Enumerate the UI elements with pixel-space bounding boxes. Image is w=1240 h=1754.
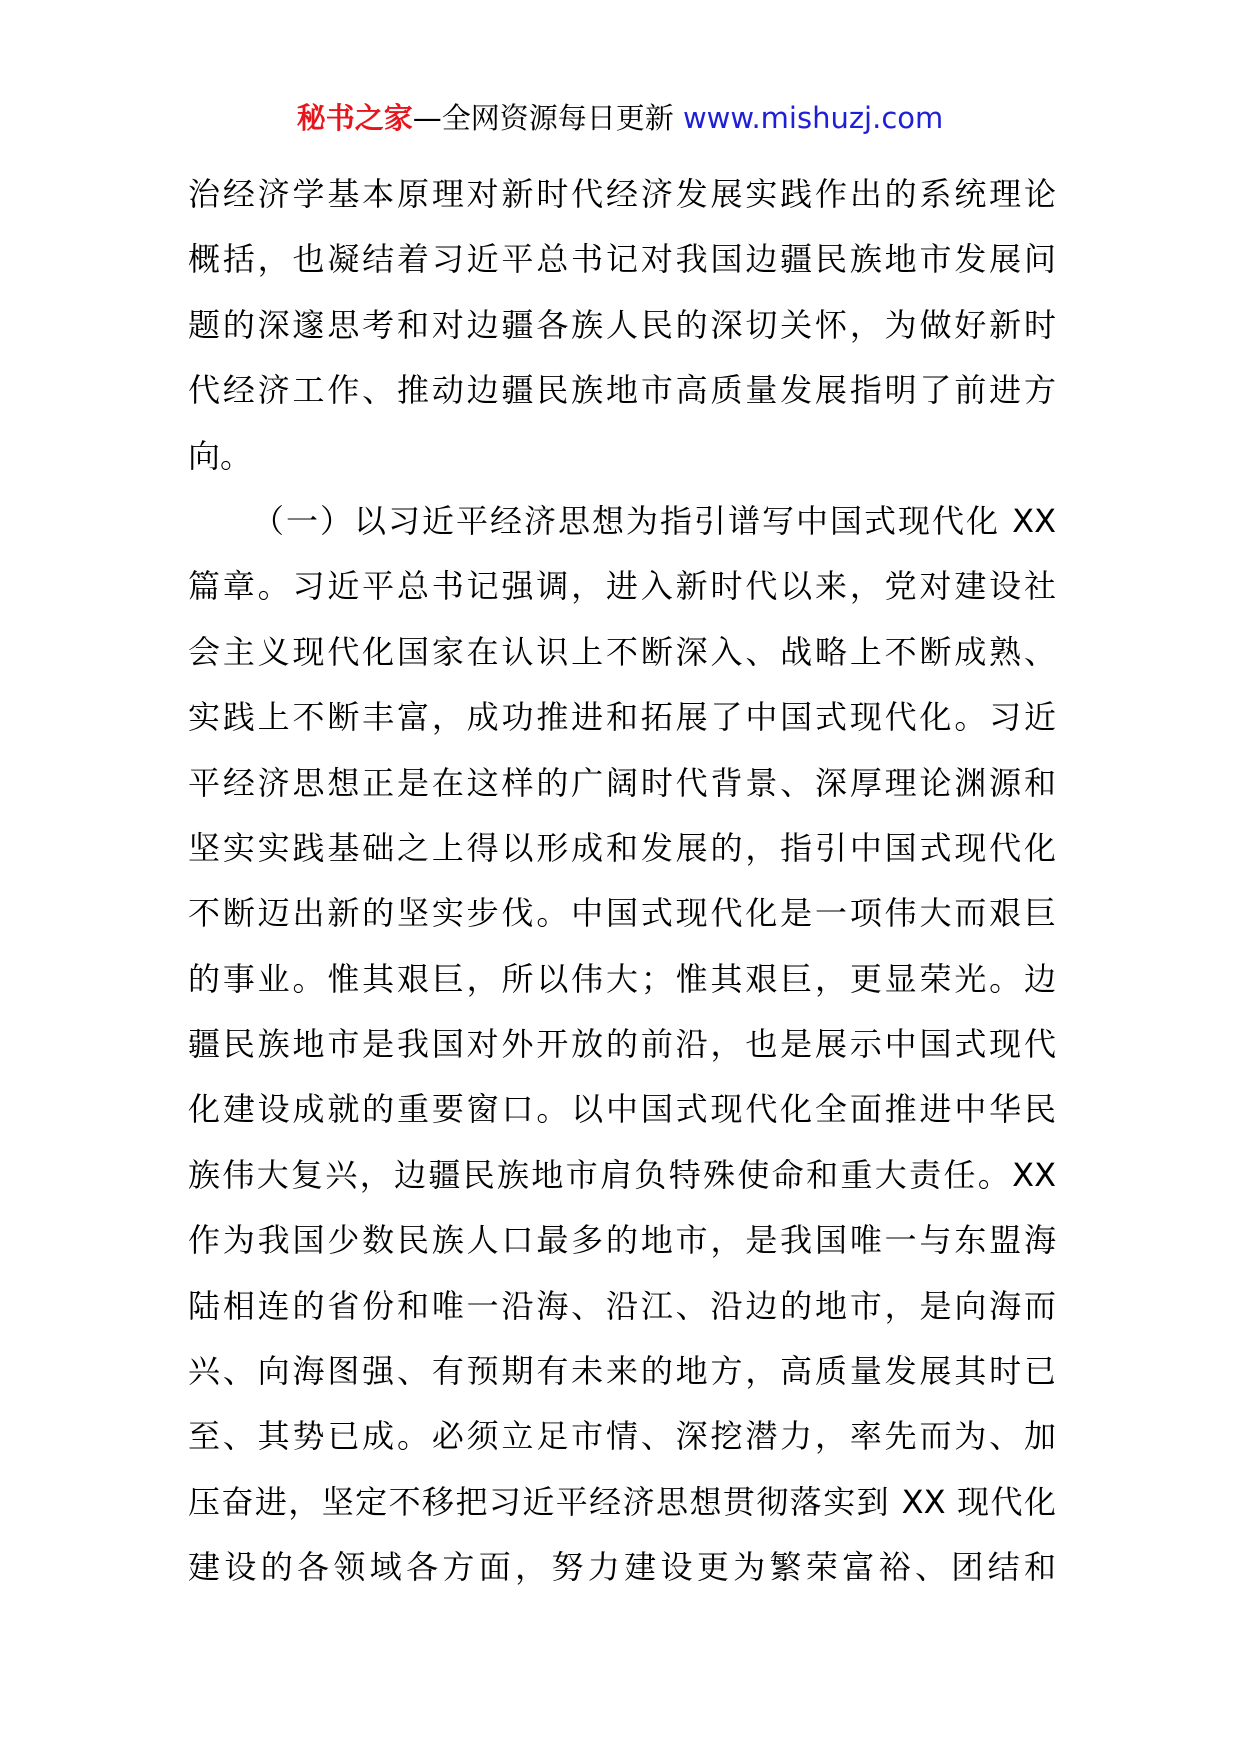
text-line: 向。 [188,436,253,475]
text-line: 化建设成就的重要窗口。以中国式现代化全面推进中华民 [188,1090,1056,1129]
text-line: 会主义现代化国家在认识上不断深入、战略上不断成熟、 [188,632,1056,671]
document-body [188,162,1056,1601]
text-line: 至、其势已成。必须立足市情、深挖潜力，率先而为、加 [188,1417,1056,1456]
text-line: 压奋进，坚定不移把习近平经济思想贯彻落实到 XX 现代化 [188,1482,1056,1521]
text-line: 兴、向海图强、有预期有未来的地方，高质量发展其时已 [188,1352,1056,1391]
text-line: 代经济工作、推动边疆民族地市高质量发展指明了前进方 [188,371,1056,410]
text-line: 坚实实践基础之上得以形成和发展的，指引中国式现代化 [188,828,1056,867]
text-line: 的事业。惟其艰巨，所以伟大；惟其艰巨，更显荣光。边 [188,959,1056,998]
header-tagline: —全网资源每日更新 [412,101,683,135]
text-line: 概括，也凝结着习近平总书记对我国边疆民族地市发展问 [188,240,1056,279]
text-line: 平经济思想正是在这样的广阔时代背景、深厚理论渊源和 [188,763,1056,802]
brand-name: 秘书之家 [296,101,413,135]
text-line: 建设的各领域各方面，努力建设更为繁荣富裕、团结和 [188,1548,1056,1587]
text-line: 治经济学基本原理对新时代经济发展实践作出的系统理论 [188,175,1056,213]
section-heading-line: （一）以习近平经济思想为指引谱写中国式现代化 XX [252,501,1056,540]
text-line: 作为我国少数民族人口最多的地市，是我国唯一与东盟海 [188,1221,1056,1260]
text-line: 疆民族地市是我国对外开放的前沿，也是展示中国式现代 [188,1025,1056,1064]
text-line: 实践上不断丰富，成功推进和拓展了中国式现代化。习近 [188,698,1056,737]
text-line: 不断迈出新的坚实步伐。中国式现代化是一项伟大而艰巨 [188,894,1056,933]
text-line: 篇章。习近平总书记强调，进入新时代以来，党对建设社 [188,567,1056,606]
text-line: 族伟大复兴，边疆民族地市肩负特殊使命和重大责任。XX [188,1155,1056,1194]
site-url-link[interactable]: www.mishuzj.com [682,101,944,135]
site-header [0,98,1240,138]
text-line: 题的深邃思考和对边疆各族人民的深切关怀，为做好新时 [188,305,1056,344]
text-line: 陆相连的省份和唯一沿海、沿江、沿边的地市，是向海而 [188,1286,1056,1325]
